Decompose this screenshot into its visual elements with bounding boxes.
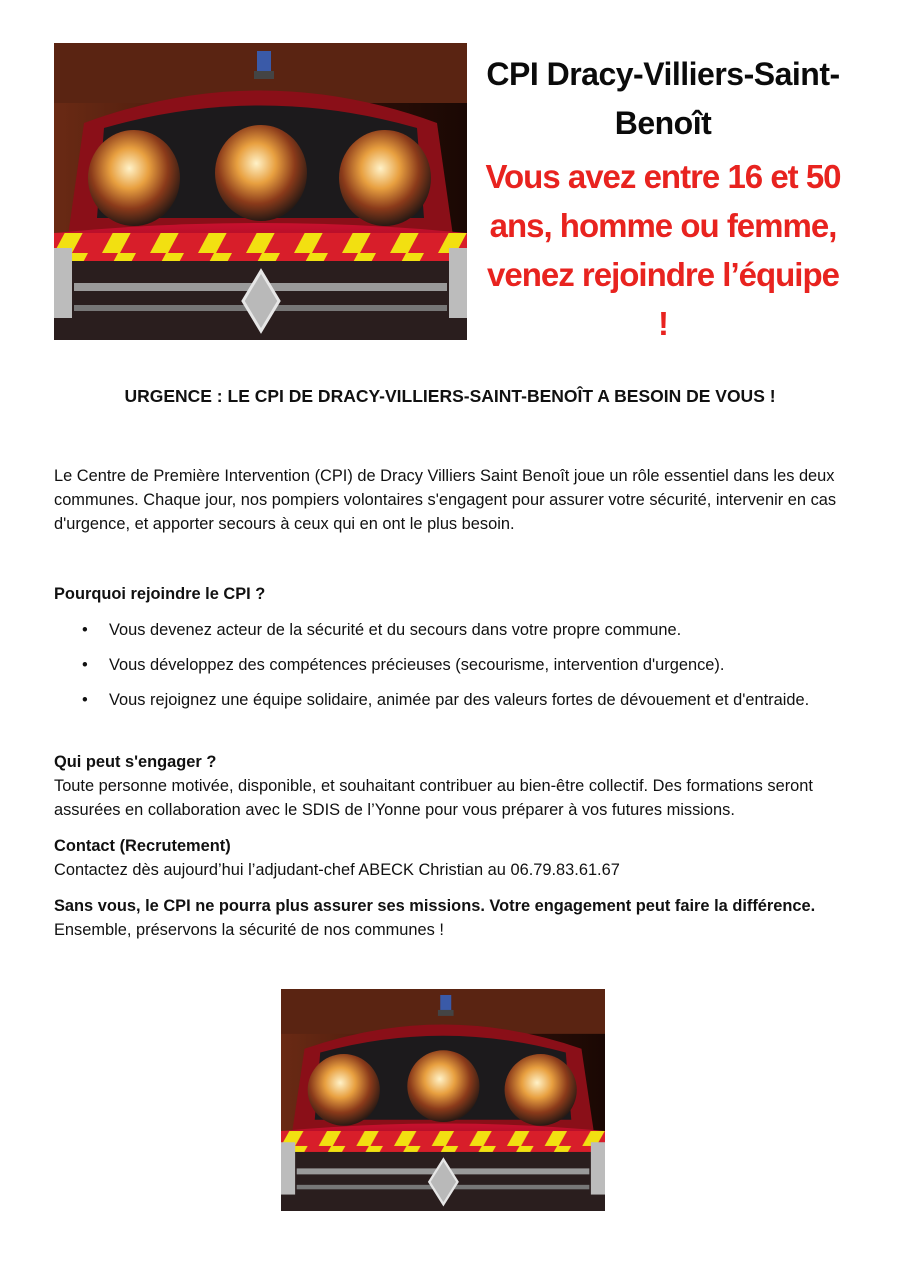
fire-truck-helmets-photo [54,43,467,340]
contact-text: Contactez dès aujourd’hui l’adjudant-chef ABECK Christian au 06.79.83.61.67 [54,861,620,879]
bullet-icon: • [82,691,88,709]
contact-section [54,834,854,882]
list-item [54,688,854,712]
intro-paragraph: Le Centre de Première Intervention (CPI) de Dracy Villiers Saint Benoît joue un rôle essentiel dans les deux communes. Chaque jour, nos pompiers volontaires s'engagent pour assurer votre sécurité, intervenir en cas d'urgence, et apporter secours à ceux qui en ont le plus besoin. [54,467,837,533]
closing-text: Ensemble, préservons la sécurité de nos communes ! [54,921,444,939]
recruitment-tagline: Vous avez entre 16 et 50 ans, homme ou femme, venez rejoindre l’équipe ! [485,158,841,342]
contact-heading: Contact (Recrutement) [54,837,231,855]
list-item-text: Vous rejoignez une équipe solidaire, animée par des valeurs fortes de dévouement et d'entraide. [109,691,810,709]
reasons-list [54,618,854,723]
why-join-heading: Pourquoi rejoindre le CPI ? [54,585,266,603]
list-item [54,653,854,677]
fire-truck-illustration [281,989,605,1211]
page-title: CPI Dracy-Villiers-Saint-Benoît [486,56,840,141]
closing-bold: Sans vous, le CPI ne pourra plus assurer ses missions. Votre engagement peut faire la différence. [54,897,816,915]
fire-truck-illustration [54,43,467,340]
bullet-icon: • [82,621,88,639]
list-item-text: Vous développez des compétences précieuses (secourisme, intervention d'urgence). [109,656,725,674]
who-text: Toute personne motivée, disponible, et souhaitant contribuer au bien-être collectif. Des formations seront assurées en collaboration avec le SDIS de l’Yonne pour vous préparer à vos futures missions. [54,777,813,819]
bullet-icon: • [82,656,88,674]
closing-section [54,894,854,942]
list-item-text: Vous devenez acteur de la sécurité et du secours dans votre propre commune. [109,621,682,639]
who-section [54,750,854,822]
list-item [54,618,854,642]
title-block [480,50,846,348]
who-heading: Qui peut s'engager ? [54,753,217,771]
urgency-heading: URGENCE : LE CPI DE DRACY-VILLIERS-SAINT-BENOÎT A BESOIN DE VOUS ! [124,386,776,406]
fire-truck-helmets-photo [281,989,605,1211]
